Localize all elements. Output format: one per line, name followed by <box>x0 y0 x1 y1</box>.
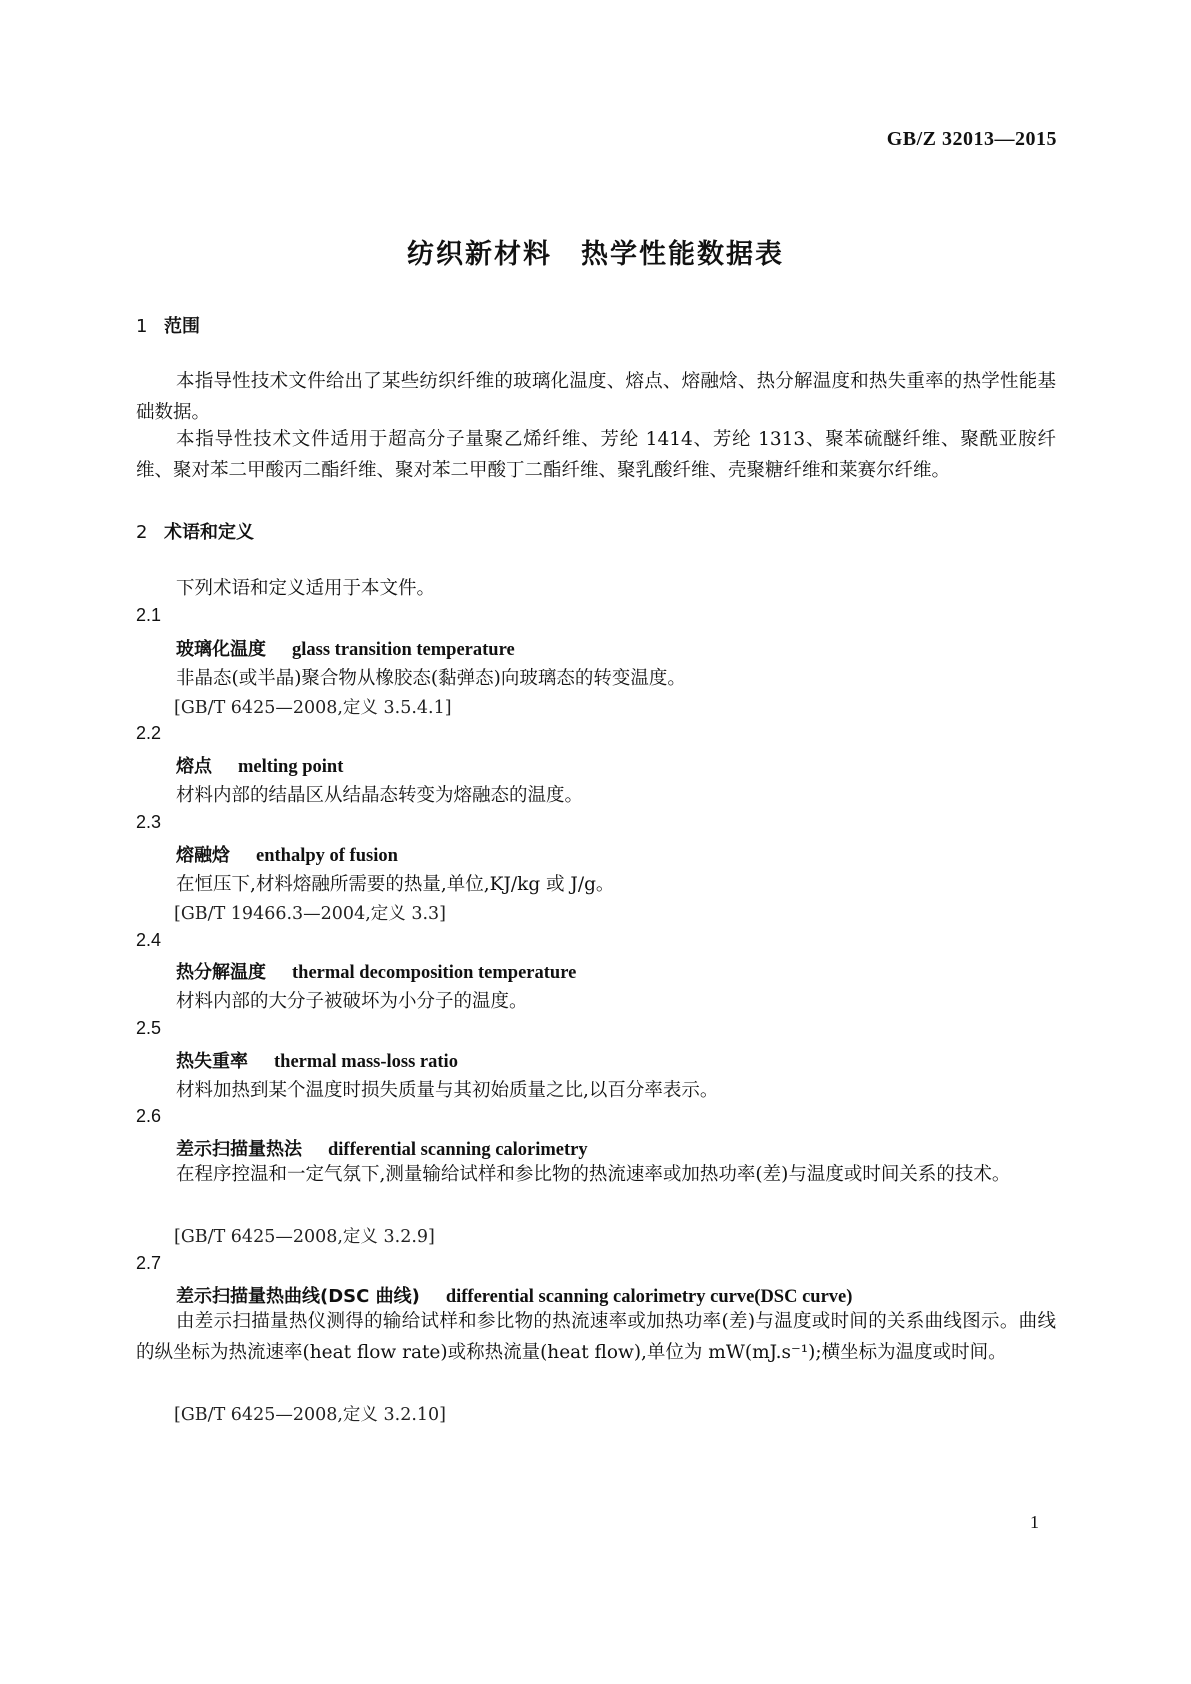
term-heading <box>176 841 398 867</box>
section-title: 术语和定义 <box>164 522 254 543</box>
term-zh: 玻璃化温度 <box>176 639 266 660</box>
section-title: 范围 <box>164 316 200 337</box>
clause-number: 2.3 <box>136 812 162 832</box>
term-heading <box>176 1135 588 1161</box>
term-source: [GB/T 19466.3—2004,定义 3.3] <box>174 904 446 924</box>
term-definition: 在程序控温和一定气氛下,测量输给试样和参比物的热流速率或加热功率(差)与温度或时间关系的技术。 <box>176 1164 1011 1185</box>
section-heading-scope <box>136 312 200 338</box>
clause-number: 2.6 <box>136 1106 162 1126</box>
term-en: thermal decomposition temperature <box>292 963 577 983</box>
term-source: [GB/T 6425—2008,定义 3.2.9] <box>174 1227 435 1247</box>
term-en: melting point <box>238 757 344 777</box>
term-heading <box>176 1047 458 1073</box>
clause-number: 2.4 <box>136 930 162 950</box>
page-number: 1 <box>1030 1512 1039 1532</box>
term-heading <box>176 635 515 661</box>
term-definition: 非晶态(或半晶)聚合物从橡胶态(黏弹态)向玻璃态的转变温度。 <box>176 668 686 689</box>
term-definition: 在恒压下,材料熔融所需要的热量,单位,KJ/kg 或 J/g。 <box>176 874 615 895</box>
term-en: glass transition temperature <box>292 640 515 660</box>
standard-code: GB/Z 32013—2015 <box>886 128 1057 150</box>
section-heading-terms <box>136 518 254 544</box>
term-source: [GB/T 6425—2008,定义 3.5.4.1] <box>174 698 452 718</box>
clause-number: 2.7 <box>136 1253 162 1273</box>
term-zh: 热失重率 <box>176 1051 248 1072</box>
term-zh: 差示扫描量热法 <box>176 1139 302 1160</box>
term-en: differential scanning calorimetry <box>328 1140 588 1160</box>
term-definition: 材料内部的结晶区从结晶态转变为熔融态的温度。 <box>176 785 584 806</box>
term-heading <box>176 752 343 778</box>
term-definition: 材料内部的大分子被破坏为小分子的温度。 <box>176 991 528 1012</box>
section-number: 2 <box>136 522 148 543</box>
scope-paragraph-2: 本指导性技术文件适用于超高分子量聚乙烯纤维、芳纶 1414、芳纶 1313、聚苯硫醚纤维、聚酰亚胺纤维、聚对苯二甲酸丙二酯纤维、聚对苯二甲酸丁二酯纤维、聚乳酸纤维、壳聚糖纤维和莱赛尔纤维。 <box>136 429 1056 481</box>
term-en: thermal mass-loss ratio <box>274 1052 458 1072</box>
term-definition: 材料加热到某个温度时损失质量与其初始质量之比,以百分率表示。 <box>176 1080 719 1101</box>
term-definition: 由差示扫描量热仪测得的输给试样和参比物的热流速率或加热功率(差)与温度或时间的关系曲线图示。曲线的纵坐标为热流速率(heat flow rate)或称热流量(heat flow),单位为 mW(mJ.s⁻¹);横坐标为温度或时间。 <box>136 1311 1056 1363</box>
clause-number: 2.2 <box>136 723 162 743</box>
term-zh: 差示扫描量热曲线(DSC 曲线) <box>176 1286 420 1307</box>
document-title: 纺织新材料 热学性能数据表 <box>407 239 784 270</box>
term-source: [GB/T 6425—2008,定义 3.2.10] <box>174 1405 446 1425</box>
clause-number: 2.5 <box>136 1018 162 1038</box>
term-heading <box>176 958 576 984</box>
term-en: differential scanning calorimetry curve(DSC curve) <box>445 1287 853 1307</box>
clause-number: 2.1 <box>136 605 162 625</box>
term-zh: 热分解温度 <box>176 962 266 983</box>
term-en: enthalpy of fusion <box>256 846 398 866</box>
term-zh: 熔点 <box>176 756 212 777</box>
terms-intro: 下列术语和定义适用于本文件。 <box>176 578 436 599</box>
scope-paragraph-1: 本指导性技术文件给出了某些纺织纤维的玻璃化温度、熔点、熔融焓、热分解温度和热失重率的热学性能基础数据。 <box>136 371 1056 423</box>
section-number: 1 <box>136 316 148 337</box>
term-heading <box>176 1282 852 1308</box>
term-zh: 熔融焓 <box>176 845 230 866</box>
